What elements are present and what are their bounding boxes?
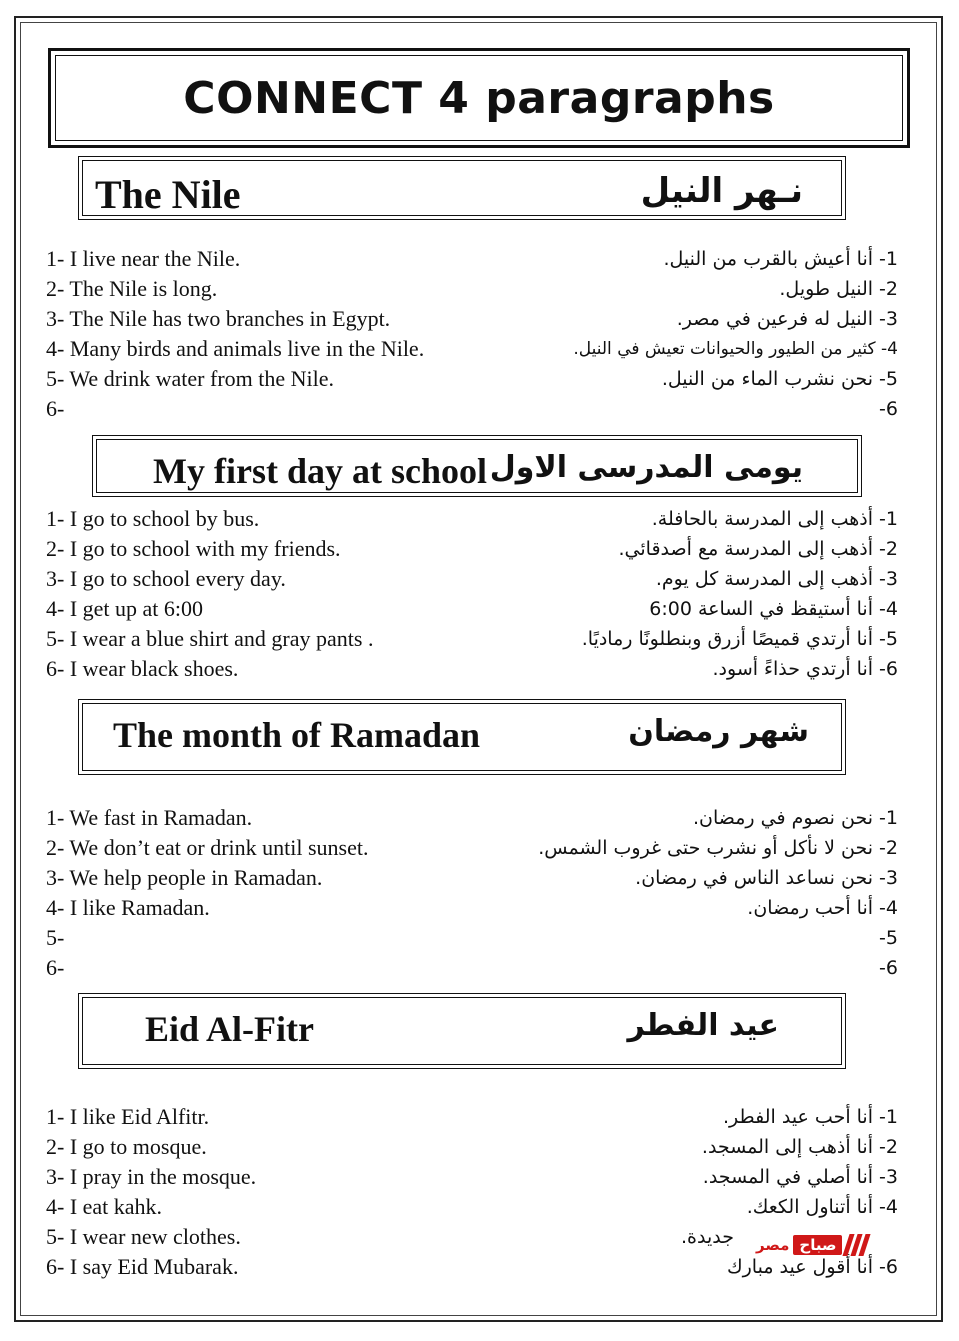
- line-ar: جديدة.: [681, 1226, 734, 1248]
- list-item: [46, 334, 898, 364]
- list-item: [46, 534, 898, 564]
- list-item: [46, 594, 898, 624]
- list-item: [46, 504, 898, 534]
- section-title-ar: نـهر النيل: [640, 171, 803, 211]
- line-en: 5-: [46, 925, 65, 950]
- line-ar: 4- أنا أتناول الكعك.: [746, 1196, 898, 1218]
- list-item: [46, 1162, 898, 1192]
- line-en: 3- We help people in Ramadan.: [46, 865, 323, 890]
- line-ar: 3- أذهب إلى المدرسة كل يوم.: [655, 568, 898, 590]
- line-ar: 4- أنا أحب رمضان.: [747, 897, 898, 919]
- section-title-en: My first day at school: [153, 451, 487, 491]
- logo-text-masr: مصر: [756, 1236, 790, 1254]
- line-ar: 6-: [879, 398, 898, 420]
- line-ar: 4- كثير من الطيور والحيوانات تعيش في النيل.: [573, 339, 898, 359]
- section-title-ar: يومى المدرسى الاول: [489, 450, 803, 485]
- line-en: 3- I go to school every day.: [46, 566, 286, 591]
- line-en: 4- Many birds and animals live in the Nile.: [46, 336, 425, 361]
- list-item: [46, 274, 898, 304]
- list-item: [46, 394, 898, 424]
- line-ar: 3- أنا أصلي في المسجد.: [702, 1166, 898, 1188]
- section-title-ar: شهر رمضان: [628, 714, 809, 749]
- list-item: [46, 654, 898, 684]
- line-en: 2- I go to school with my friends.: [46, 536, 341, 561]
- list-item: [46, 1192, 898, 1222]
- list-item: [46, 953, 898, 983]
- list-item: [46, 244, 898, 274]
- line-en: 1- I like Eid Alfitr.: [46, 1104, 210, 1129]
- section-header-ramadan: [78, 699, 846, 775]
- line-en: 2- We don’t eat or drink until sunset.: [46, 835, 369, 860]
- section-title-ar: عيد الفطر: [627, 1008, 779, 1043]
- watermark-logo: [756, 1232, 906, 1258]
- line-ar: 5- أنا أرتدي قميصًا أزرق وبنطلونًا رماديًا.: [581, 628, 898, 650]
- line-ar: 5- نحن نشرب الماء من النيل.: [661, 368, 898, 390]
- section-title-en: The month of Ramadan: [113, 715, 481, 755]
- line-en: 5- I wear a blue shirt and gray pants .: [46, 626, 374, 651]
- line-ar: 1- أنا أعيش بالقرب من النيل.: [663, 248, 898, 270]
- line-ar: 6- أنا أرتدي حذاءً أسود.: [712, 658, 898, 680]
- list-item: [46, 923, 898, 953]
- line-en: 3- I pray in the mosque.: [46, 1164, 257, 1189]
- line-en: 2- The Nile is long.: [46, 276, 218, 301]
- list-item: [46, 893, 898, 923]
- list-item: [46, 1132, 898, 1162]
- line-en: 6-: [46, 955, 65, 980]
- line-en: 6-: [46, 396, 65, 421]
- line-en: 6- I wear black shoes.: [46, 656, 239, 681]
- section-title-en: Eid Al-Fitr: [145, 1009, 314, 1049]
- line-ar: 6- أنا أقول عيد مبارك: [726, 1256, 898, 1278]
- line-ar: 2- أنا أذهب إلى المسجد.: [701, 1136, 898, 1158]
- section-header-eid: [78, 993, 846, 1069]
- line-ar: 1- نحن نصوم في رمضان.: [693, 807, 898, 829]
- list-item: [46, 364, 898, 394]
- line-ar: 3- النيل له فرعين في مصر.: [676, 308, 898, 330]
- line-en: 1- We fast in Ramadan.: [46, 805, 253, 830]
- main-title-box: [48, 48, 910, 148]
- line-en: 4- I get up at 6:00: [46, 596, 204, 621]
- line-en: 2- I go to mosque.: [46, 1134, 207, 1159]
- line-ar: 2- أذهب إلى المدرسة مع أصدقائي.: [618, 538, 898, 560]
- line-ar: 5-: [879, 927, 898, 949]
- list-item: [46, 863, 898, 893]
- list-item: [46, 624, 898, 654]
- list-item: [46, 1102, 898, 1132]
- line-ar: 2- نحن لا نأكل أو نشرب حتى غروب الشمس.: [538, 837, 898, 859]
- line-en: 1- I live near the Nile.: [46, 246, 241, 271]
- logo-bars-icon: [846, 1234, 867, 1256]
- line-en: 1- I go to school by bus.: [46, 506, 260, 531]
- line-en: 5- I wear new clothes.: [46, 1224, 241, 1249]
- section-header-nile: [78, 156, 846, 220]
- line-en: 4- I eat kahk.: [46, 1194, 163, 1219]
- list-item: [46, 304, 898, 334]
- list-item: [46, 803, 898, 833]
- section-header-school: [92, 435, 862, 497]
- main-title: CONNECT 4 paragraphs: [183, 73, 775, 124]
- line-ar: 1- أنا أحب عيد الفطر.: [723, 1106, 898, 1128]
- line-en: 4- I like Ramadan.: [46, 895, 210, 920]
- line-en: 5- We drink water from the Nile.: [46, 366, 335, 391]
- line-ar: 1- أذهب إلى المدرسة بالحافلة.: [651, 508, 898, 530]
- line-ar: 6-: [879, 957, 898, 979]
- list-item: [46, 833, 898, 863]
- list-item: [46, 564, 898, 594]
- line-en: 3- The Nile has two branches in Egypt.: [46, 306, 391, 331]
- line-en: 6- I say Eid Mubarak.: [46, 1254, 239, 1279]
- logo-text-sabah: صباح: [793, 1235, 842, 1255]
- line-ar: 3- نحن نساعد الناس في رمضان.: [635, 867, 898, 889]
- section-title-en: The Nile: [95, 172, 241, 217]
- line-ar: 4- أنا أستيقظ في الساعة 6:00: [649, 598, 898, 620]
- line-ar: 2- النيل طويل.: [779, 278, 898, 300]
